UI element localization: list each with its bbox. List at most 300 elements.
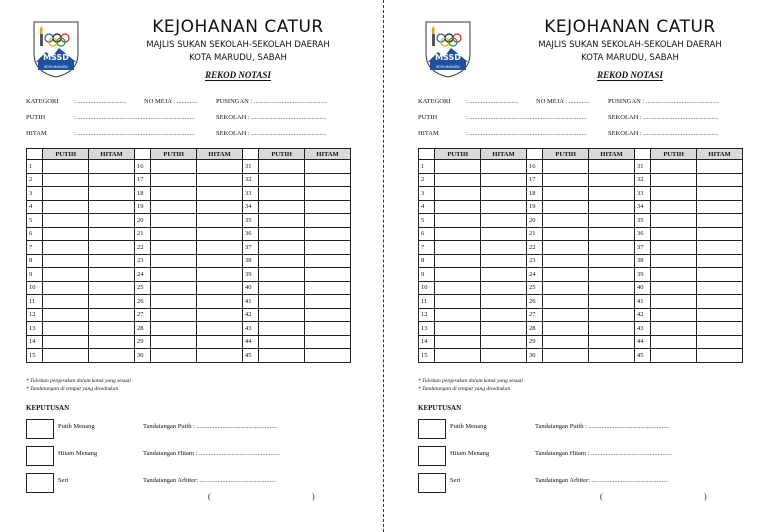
move-cell-hitam[interactable] — [481, 268, 527, 282]
move-cell-putih[interactable] — [43, 241, 89, 255]
move-cell-hitam[interactable] — [197, 349, 243, 363]
seri-checkbox[interactable] — [26, 473, 54, 493]
move-cell-putih[interactable] — [435, 254, 481, 268]
sekolah-hitam-field[interactable]: SEKOLAH : .............................................. — [608, 130, 719, 137]
move-cell-putih[interactable] — [543, 173, 589, 187]
move-cell-putih[interactable] — [435, 160, 481, 174]
move-number: 8 — [419, 254, 435, 268]
move-cell-putih[interactable] — [259, 295, 305, 309]
move-cell-hitam[interactable] — [589, 254, 635, 268]
move-cell-putih[interactable] — [43, 227, 89, 241]
move-cell-putih[interactable] — [259, 241, 305, 255]
move-number: 37 — [242, 241, 258, 255]
putih-label: PUTIH — [26, 114, 46, 121]
move-cell-hitam[interactable] — [697, 349, 743, 363]
subtitle-council: MAJLIS SUKAN SEKOLAH-SEKOLAH DAERAH — [146, 40, 330, 50]
move-cell-hitam[interactable] — [481, 308, 527, 322]
move-number: 34 — [242, 200, 258, 214]
move-number: 38 — [242, 254, 258, 268]
move-cell-hitam[interactable] — [305, 214, 351, 228]
move-cell-hitam[interactable] — [89, 173, 135, 187]
move-cell-hitam[interactable] — [481, 200, 527, 214]
move-cell-putih[interactable] — [259, 349, 305, 363]
move-cell-hitam[interactable] — [305, 173, 351, 187]
move-number: 15 — [419, 349, 435, 363]
table-row — [419, 173, 743, 187]
move-cell-hitam[interactable] — [481, 173, 527, 187]
move-cell-putih[interactable] — [651, 241, 697, 255]
move-cell-putih[interactable] — [151, 254, 197, 268]
move-cell-putih[interactable] — [259, 335, 305, 349]
move-cell-putih[interactable] — [259, 200, 305, 214]
table-row — [27, 349, 351, 363]
table-row — [27, 322, 351, 336]
move-cell-putih[interactable] — [43, 349, 89, 363]
move-cell-hitam[interactable] — [589, 241, 635, 255]
move-cell-hitam[interactable] — [697, 160, 743, 174]
move-cell-hitam[interactable] — [697, 200, 743, 214]
move-cell-putih[interactable] — [651, 349, 697, 363]
move-cell-hitam[interactable] — [305, 349, 351, 363]
move-cell-hitam[interactable] — [589, 295, 635, 309]
move-cell-hitam[interactable] — [89, 187, 135, 201]
table-row — [419, 160, 743, 174]
move-cell-putih[interactable] — [151, 173, 197, 187]
move-cell-hitam[interactable] — [589, 200, 635, 214]
move-cell-hitam[interactable] — [305, 308, 351, 322]
kategori-field[interactable]: : .............................. — [466, 98, 519, 105]
move-cell-putih[interactable] — [543, 200, 589, 214]
move-cell-hitam[interactable] — [305, 227, 351, 241]
move-cell-hitam[interactable] — [89, 335, 135, 349]
putih-name-field[interactable]: : ........................................................................ — [74, 114, 195, 121]
move-number: 14 — [27, 335, 43, 349]
move-cell-hitam[interactable] — [589, 349, 635, 363]
move-number: 22 — [526, 241, 542, 255]
table-row — [419, 335, 743, 349]
move-cell-putih[interactable] — [151, 187, 197, 201]
logo-text: MSSD — [43, 53, 69, 62]
table-row — [419, 187, 743, 201]
move-cell-hitam[interactable] — [89, 281, 135, 295]
move-cell-hitam[interactable] — [589, 160, 635, 174]
move-cell-putih[interactable] — [435, 335, 481, 349]
move-cell-putih[interactable] — [651, 254, 697, 268]
move-cell-hitam[interactable] — [89, 241, 135, 255]
table-row — [419, 227, 743, 241]
move-cell-hitam[interactable] — [697, 335, 743, 349]
pusingan-field[interactable]: PUSINGAN : ............................................. — [608, 98, 720, 105]
move-number: 24 — [134, 268, 150, 282]
move-cell-hitam[interactable] — [589, 281, 635, 295]
move-cell-hitam[interactable] — [589, 335, 635, 349]
move-number: 13 — [27, 322, 43, 336]
move-number: 13 — [419, 322, 435, 336]
move-cell-putih[interactable] — [151, 241, 197, 255]
move-number: 19 — [134, 200, 150, 214]
table-row — [27, 200, 351, 214]
move-cell-hitam[interactable] — [589, 173, 635, 187]
move-cell-hitam[interactable] — [305, 335, 351, 349]
move-cell-putih[interactable] — [151, 200, 197, 214]
sekolah-putih-field[interactable]: SEKOLAH : .............................................. — [216, 114, 327, 121]
move-number: 8 — [27, 254, 43, 268]
move-cell-putih[interactable] — [543, 187, 589, 201]
move-cell-putih[interactable] — [151, 349, 197, 363]
move-cell-putih[interactable] — [543, 241, 589, 255]
move-cell-hitam[interactable] — [697, 268, 743, 282]
move-cell-putih[interactable] — [435, 227, 481, 241]
page-title: KEJOHANAN CATUR — [544, 17, 716, 37]
move-cell-hitam[interactable] — [197, 335, 243, 349]
hitam-menang-checkbox[interactable] — [26, 446, 54, 466]
move-number: 9 — [27, 268, 43, 282]
move-cell-putih[interactable] — [43, 322, 89, 336]
move-cell-hitam[interactable] — [481, 295, 527, 309]
table-row — [27, 295, 351, 309]
table-row — [419, 214, 743, 228]
move-cell-hitam[interactable] — [697, 281, 743, 295]
move-number: 21 — [134, 227, 150, 241]
move-cell-hitam[interactable] — [305, 268, 351, 282]
table-row — [27, 173, 351, 187]
move-number: 3 — [419, 187, 435, 201]
move-cell-hitam[interactable] — [697, 173, 743, 187]
move-cell-putih[interactable] — [651, 281, 697, 295]
move-cell-putih[interactable] — [151, 322, 197, 336]
move-number: 40 — [242, 281, 258, 295]
move-number: 45 — [634, 349, 650, 363]
move-cell-hitam[interactable] — [89, 227, 135, 241]
move-cell-putih[interactable] — [259, 308, 305, 322]
move-cell-hitam[interactable] — [89, 214, 135, 228]
move-cell-hitam[interactable] — [481, 187, 527, 201]
move-cell-hitam[interactable] — [197, 308, 243, 322]
move-number: 43 — [634, 322, 650, 336]
move-cell-hitam[interactable] — [481, 281, 527, 295]
sekolah-putih-field[interactable]: SEKOLAH : .............................................. — [608, 114, 719, 121]
move-cell-putih[interactable] — [651, 200, 697, 214]
move-cell-hitam[interactable] — [197, 187, 243, 201]
move-cell-hitam[interactable] — [481, 241, 527, 255]
move-cell-hitam[interactable] — [697, 254, 743, 268]
move-cell-hitam[interactable] — [697, 322, 743, 336]
move-cell-hitam[interactable] — [197, 254, 243, 268]
move-cell-hitam[interactable] — [89, 295, 135, 309]
hitam-menang-checkbox[interactable] — [418, 446, 446, 466]
move-cell-putih[interactable] — [435, 173, 481, 187]
move-cell-putih[interactable] — [543, 335, 589, 349]
move-number: 27 — [526, 308, 542, 322]
move-cell-putih[interactable] — [43, 173, 89, 187]
move-cell-putih[interactable] — [543, 160, 589, 174]
move-cell-putih[interactable] — [651, 268, 697, 282]
table-row — [419, 349, 743, 363]
move-number: 31 — [634, 160, 650, 174]
move-cell-hitam[interactable] — [305, 160, 351, 174]
move-cell-putih[interactable] — [435, 281, 481, 295]
move-cell-putih[interactable] — [435, 200, 481, 214]
move-cell-hitam[interactable] — [697, 295, 743, 309]
move-cell-putih[interactable] — [43, 214, 89, 228]
move-cell-hitam[interactable] — [481, 349, 527, 363]
move-cell-putih[interactable] — [151, 214, 197, 228]
move-number: 20 — [526, 214, 542, 228]
note-sign: * Tandatangan di tempat yang disediakan — [26, 386, 119, 392]
move-cell-putih[interactable] — [43, 200, 89, 214]
move-cell-hitam[interactable] — [197, 322, 243, 336]
move-cell-putih[interactable] — [259, 160, 305, 174]
move-cell-hitam[interactable] — [89, 254, 135, 268]
move-cell-hitam[interactable] — [197, 295, 243, 309]
move-cell-hitam[interactable] — [589, 214, 635, 228]
move-cell-hitam[interactable] — [197, 214, 243, 228]
move-cell-putih[interactable] — [43, 187, 89, 201]
sign-putih-field[interactable]: Tandatangan Putih : .................................................. — [143, 423, 278, 430]
move-cell-hitam[interactable] — [481, 160, 527, 174]
table-row — [27, 308, 351, 322]
move-cell-hitam[interactable] — [481, 254, 527, 268]
move-cell-putih[interactable] — [435, 349, 481, 363]
move-cell-putih[interactable] — [543, 281, 589, 295]
move-cell-putih[interactable] — [651, 308, 697, 322]
move-number: 18 — [526, 187, 542, 201]
move-cell-putih[interactable] — [543, 268, 589, 282]
form-title: REKOD NOTASI — [205, 70, 271, 80]
move-cell-hitam[interactable] — [481, 335, 527, 349]
mssd-logo-icon — [32, 20, 80, 78]
hitam-name-field[interactable]: : ........................................................................ — [466, 130, 587, 137]
move-cell-putih[interactable] — [151, 160, 197, 174]
move-cell-hitam[interactable] — [481, 227, 527, 241]
mssd-logo-icon — [424, 20, 472, 78]
move-cell-putih[interactable] — [259, 268, 305, 282]
move-cell-putih[interactable] — [435, 241, 481, 255]
move-number: 37 — [634, 241, 650, 255]
table-row — [419, 200, 743, 214]
move-cell-hitam[interactable] — [305, 295, 351, 309]
hitam-label: HITAM — [26, 130, 47, 137]
move-cell-putih[interactable] — [151, 335, 197, 349]
move-cell-hitam[interactable] — [589, 227, 635, 241]
putih-menang-checkbox[interactable] — [26, 419, 54, 439]
move-number: 9 — [419, 268, 435, 282]
move-number: 39 — [634, 268, 650, 282]
move-number: 32 — [242, 173, 258, 187]
table-row — [419, 268, 743, 282]
move-cell-putih[interactable] — [543, 227, 589, 241]
move-number: 7 — [419, 241, 435, 255]
move-number: 26 — [134, 295, 150, 309]
move-cell-hitam[interactable] — [197, 173, 243, 187]
kategori-field[interactable]: : .............................. — [74, 98, 127, 105]
move-number: 19 — [526, 200, 542, 214]
putih-menang-checkbox[interactable] — [418, 419, 446, 439]
move-number: 3 — [27, 187, 43, 201]
move-cell-putih[interactable] — [651, 173, 697, 187]
hitam-menang-label: Hitam Menang — [450, 450, 490, 457]
table-row — [419, 281, 743, 295]
move-number: 14 — [419, 335, 435, 349]
move-cell-putih[interactable] — [259, 214, 305, 228]
move-cell-putih[interactable] — [43, 268, 89, 282]
sign-arbiter-field[interactable]: Tandatangan Arbiter: ............................................... — [535, 477, 668, 484]
move-cell-putih[interactable] — [43, 308, 89, 322]
move-number: 28 — [526, 322, 542, 336]
move-cell-hitam[interactable] — [89, 308, 135, 322]
move-cell-putih[interactable] — [435, 187, 481, 201]
move-cell-hitam[interactable] — [89, 160, 135, 174]
move-cell-hitam[interactable] — [589, 308, 635, 322]
putih-label: PUTIH — [418, 114, 438, 121]
move-number: 5 — [419, 214, 435, 228]
move-cell-hitam[interactable] — [481, 214, 527, 228]
hitam-name-field[interactable]: : ........................................................................ — [74, 130, 195, 137]
table-row — [27, 281, 351, 295]
move-cell-putih[interactable] — [543, 254, 589, 268]
move-cell-hitam[interactable] — [305, 281, 351, 295]
no-meja-field[interactable]: NO MEJA : ............. — [144, 98, 198, 105]
move-cell-hitam[interactable] — [589, 268, 635, 282]
move-cell-hitam[interactable] — [589, 322, 635, 336]
sign-hitam-field[interactable]: Tandatangan Hitam : .................................................. — [143, 450, 281, 457]
move-cell-hitam[interactable] — [89, 268, 135, 282]
move-number: 35 — [242, 214, 258, 228]
move-cell-hitam[interactable] — [197, 281, 243, 295]
move-cell-hitam[interactable] — [305, 254, 351, 268]
table-row — [419, 308, 743, 322]
move-cell-putih[interactable] — [651, 295, 697, 309]
table-row — [27, 254, 351, 268]
move-cell-hitam[interactable] — [305, 241, 351, 255]
move-cell-hitam[interactable] — [697, 187, 743, 201]
move-cell-putih[interactable] — [151, 295, 197, 309]
move-cell-putih[interactable] — [543, 308, 589, 322]
move-cell-putih[interactable] — [151, 281, 197, 295]
move-cell-putih[interactable] — [259, 227, 305, 241]
move-number: 2 — [419, 173, 435, 187]
pusingan-field[interactable]: PUSINGAN : ............................................. — [216, 98, 328, 105]
move-cell-putih[interactable] — [43, 335, 89, 349]
kategori-label: KATEGORI — [26, 98, 59, 105]
move-cell-hitam[interactable] — [197, 160, 243, 174]
move-number: 34 — [634, 200, 650, 214]
move-cell-putih[interactable] — [435, 268, 481, 282]
move-cell-putih[interactable] — [651, 187, 697, 201]
move-cell-hitam[interactable] — [197, 227, 243, 241]
move-cell-putih[interactable] — [651, 335, 697, 349]
page-title: KEJOHANAN CATUR — [152, 17, 324, 37]
move-cell-hitam[interactable] — [197, 268, 243, 282]
move-cell-putih[interactable] — [43, 160, 89, 174]
note-write-moves: * Tuliskan pergerakan dalam kotak yang sesuai — [26, 378, 131, 384]
move-cell-putih[interactable] — [151, 308, 197, 322]
move-number: 7 — [27, 241, 43, 255]
move-cell-hitam[interactable] — [481, 322, 527, 336]
no-meja-field[interactable]: NO MEJA : ............. — [536, 98, 590, 105]
move-cell-putih[interactable] — [543, 322, 589, 336]
move-cell-putih[interactable] — [43, 281, 89, 295]
move-cell-putih[interactable] — [259, 173, 305, 187]
move-cell-putih[interactable] — [651, 322, 697, 336]
form-title: REKOD NOTASI — [597, 70, 663, 80]
sekolah-hitam-field[interactable]: SEKOLAH : .............................................. — [216, 130, 327, 137]
move-cell-hitam[interactable] — [697, 241, 743, 255]
sign-putih-field[interactable]: Tandatangan Putih : .................................................. — [535, 423, 670, 430]
move-cell-putih[interactable] — [43, 295, 89, 309]
sign-arbiter-field[interactable]: Tandatangan Arbiter: ............................................... — [143, 477, 276, 484]
subtitle-location: KOTA MARUDU, SABAH — [189, 53, 287, 63]
move-cell-hitam[interactable] — [305, 200, 351, 214]
move-cell-hitam[interactable] — [697, 227, 743, 241]
move-cell-hitam[interactable] — [89, 200, 135, 214]
move-cell-putih[interactable] — [435, 308, 481, 322]
move-cell-putih[interactable] — [151, 268, 197, 282]
table-row — [27, 160, 351, 174]
arbiter-name-open-paren: ( — [600, 492, 603, 501]
move-cell-putih[interactable] — [259, 254, 305, 268]
move-number: 33 — [634, 187, 650, 201]
move-cell-putih[interactable] — [543, 214, 589, 228]
move-cell-hitam[interactable] — [89, 349, 135, 363]
move-cell-putih[interactable] — [543, 295, 589, 309]
seri-checkbox[interactable] — [418, 473, 446, 493]
move-cell-putih[interactable] — [259, 187, 305, 201]
move-cell-hitam[interactable] — [589, 187, 635, 201]
notation-table — [26, 148, 351, 363]
move-number: 11 — [27, 295, 43, 309]
move-cell-putih[interactable] — [435, 214, 481, 228]
move-cell-putih[interactable] — [651, 214, 697, 228]
move-cell-hitam[interactable] — [89, 322, 135, 336]
move-cell-putih[interactable] — [651, 227, 697, 241]
move-cell-hitam[interactable] — [697, 214, 743, 228]
move-number: 23 — [134, 254, 150, 268]
table-row — [419, 254, 743, 268]
move-cell-putih[interactable] — [543, 349, 589, 363]
move-cell-putih[interactable] — [43, 254, 89, 268]
move-number: 29 — [526, 335, 542, 349]
move-cell-putih[interactable] — [259, 281, 305, 295]
subtitle-location: KOTA MARUDU, SABAH — [581, 53, 679, 63]
putih-name-field[interactable]: : ........................................................................ — [466, 114, 587, 121]
table-row — [419, 295, 743, 309]
move-cell-hitam[interactable] — [197, 200, 243, 214]
seri-label: Seri — [58, 477, 69, 484]
table-row — [27, 227, 351, 241]
sign-hitam-field[interactable]: Tandatangan Hitam : .................................................. — [535, 450, 673, 457]
move-cell-hitam[interactable] — [305, 187, 351, 201]
move-cell-putih[interactable] — [435, 295, 481, 309]
move-number: 30 — [526, 349, 542, 363]
move-cell-hitam[interactable] — [197, 241, 243, 255]
move-number: 35 — [634, 214, 650, 228]
move-cell-putih[interactable] — [151, 227, 197, 241]
move-number: 33 — [242, 187, 258, 201]
move-cell-putih[interactable] — [259, 322, 305, 336]
move-cell-putih[interactable] — [435, 322, 481, 336]
move-cell-putih[interactable] — [651, 160, 697, 174]
move-number: 10 — [419, 281, 435, 295]
move-cell-hitam[interactable] — [697, 308, 743, 322]
move-number: 25 — [526, 281, 542, 295]
logo-subtext: KOTA MARUDU — [436, 65, 460, 69]
move-number: 45 — [242, 349, 258, 363]
seri-label: Seri — [450, 477, 461, 484]
move-cell-hitam[interactable] — [305, 322, 351, 336]
move-number: 22 — [134, 241, 150, 255]
move-number: 17 — [134, 173, 150, 187]
